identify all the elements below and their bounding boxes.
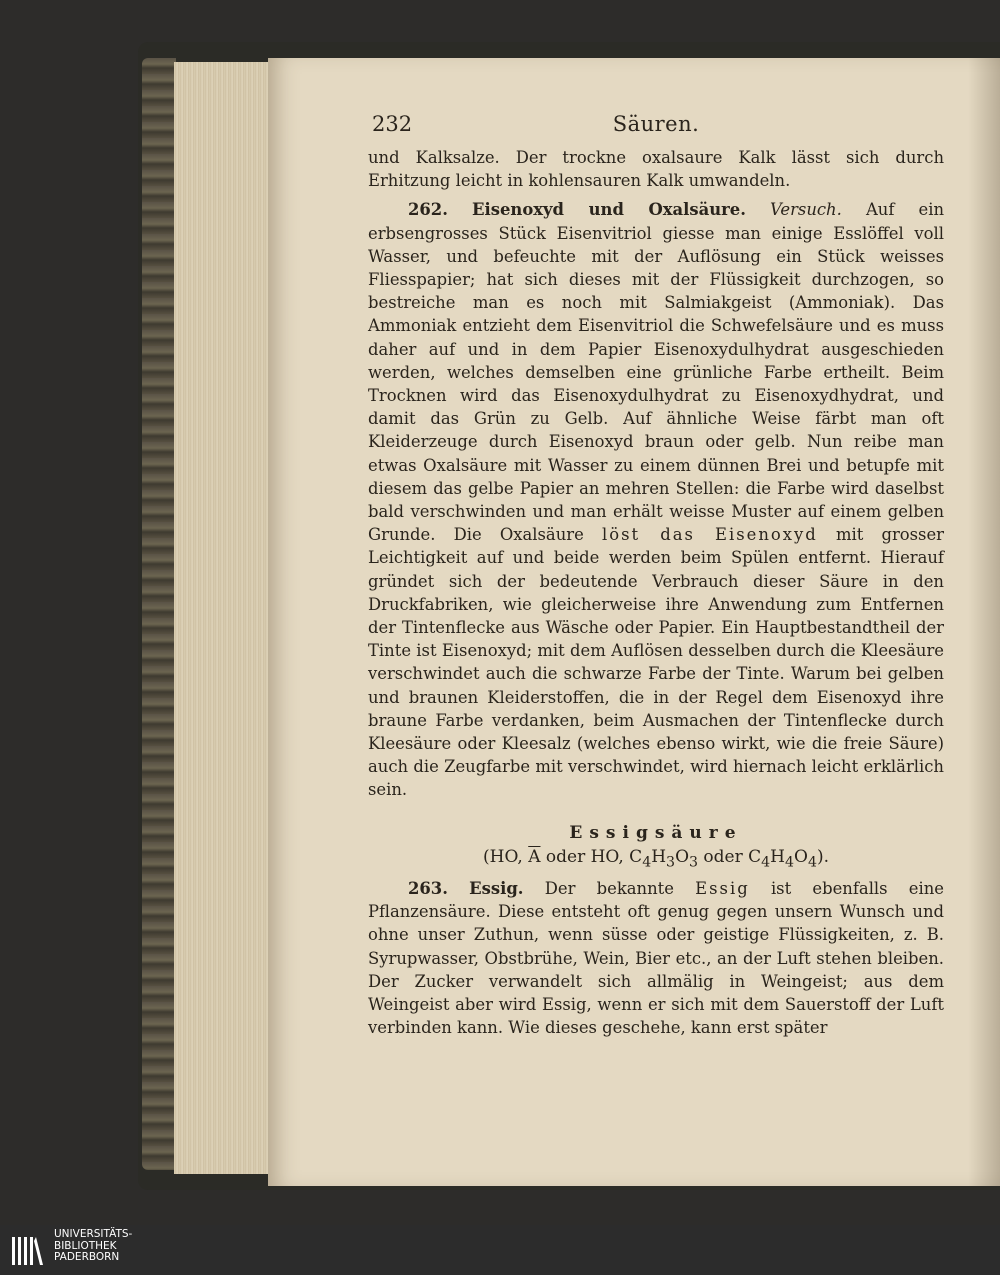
library-name-line: BIBLIOTHEK bbox=[54, 1239, 117, 1252]
section-text-continued: ist ebenfalls eine Pflanzensäure. Diese entsteht oft genug gegen unsern Wunsch und ohne unser Zuthun, wenn süsse oder geistige Flüssigkeiten, z. B. Syrupwasser, Obstbrühe, Wein, Bier etc., an der Luft stehen bleiben. Der Zucker verwandelt sich allmälig in Weingeist; aus dem Weingeist aber wird Essig, wenn er sich mit dem Sauerstoff der Luft verbinden kann. Wie dieses geschehe, kann erst später bbox=[368, 879, 945, 1038]
formula-acid-symbol: $\overline{A}$ bbox=[528, 846, 541, 867]
page-header bbox=[368, 112, 944, 146]
section-title: Eisenoxyd und Oxalsäure. bbox=[472, 200, 746, 220]
library-name-line: UNIVERSITÄTS- bbox=[54, 1228, 133, 1240]
running-title: Säuren. bbox=[612, 112, 700, 136]
formula-subscript: 4 bbox=[642, 854, 652, 871]
section-number: 263. bbox=[408, 879, 448, 899]
experiment-label: Versuch. bbox=[770, 200, 842, 220]
paragraph-continuation: und Kalksalze. Der trockne oxalsaure Kalk lässt sich durch Erhitzung leicht in kohlensauren Kalk umwandeln. bbox=[368, 148, 944, 191]
section-262 bbox=[368, 198, 944, 801]
formula-part: O bbox=[794, 846, 808, 867]
emphasis-text: Essig bbox=[695, 879, 750, 899]
section-title: Essig. bbox=[469, 879, 524, 899]
formula-part: H bbox=[651, 846, 667, 867]
formula-subscript: 4 bbox=[784, 854, 794, 871]
formula-subscript: 3 bbox=[666, 854, 676, 871]
section-text: Auf ein erbsengrosses Stück Eisenvitriol giesse man einige Esslöffel voll Wasser, und befeuchte mit der Auflösung ein Stück weisses Fliesspapier; hat sich dieses mit der Flüssigkeit durchzogen, so bestreiche man es noch mit Salmiakgeist (Ammoniak). Das Ammoniak entzieht dem Eisenvitriol die Schwefelsäure und es muss daher auf und in dem Papier Eisenoxydulhydrat ausgeschieden werden, welches demselben eine grünliche Farbe ertheilt. Beim Trocknen wird das Eisenoxydulhydrat zu Eisenoxydhydrat, und damit das Grün zu Gelb. Auf ähnliche Weise färbt man oft Kleiderzeuge durch Eisenoxyd braun oder gelb. Nun reibe man etwas Oxalsäure mit Wasser zu einem dünnen Brei und betupfe mit diesem das gelbe Papier an mehren Stellen: die Farbe wird daselbst bald verschwinden und man erhält weisse Muster auf einem gelben Grunde. Die Oxalsäure bbox=[368, 200, 944, 545]
emphasis-text: löst das Eisenoxyd bbox=[601, 525, 818, 545]
footer-bar bbox=[0, 1225, 1000, 1275]
book-spine bbox=[142, 58, 176, 1170]
section-text-continued: mit grosser Leichtigkeit auf und beide werden beim Spülen entfernt. Hierauf gründet sich der bedeutende Verbrauch dieser Säure in den Druckfabriken, wie gleicherweise ihre Anwendung zum Entfernen der Tintenflecke aus Wäsche oder Papier. Ein Hauptbestandtheil der Tinte ist Eisenoxyd; mit dem Auflösen desselben durch die Kleesäure verschwindet auch die schwarze Farbe der Tinte. Warum bei gelben und braunen Kleiderstoffen, die in der Regel dem Eisenoxyd ihre braune Farbe verdanken, beim Ausmachen der Tintenflecke durch Kleesäure oder Kleesalz (welches ebenso wirkt, wie die freie Säure) auch die Zeugfarbe mit verschwindet, wird hiernach leicht erklärlich sein. bbox=[368, 525, 945, 800]
section-263 bbox=[368, 877, 944, 1039]
formula-subscript: 4 bbox=[761, 854, 771, 871]
formula-part: oder HO, C bbox=[540, 846, 643, 867]
section-heading-essigsaeure: Essigsäure bbox=[569, 822, 743, 843]
library-name-line: PADERBORN bbox=[54, 1251, 120, 1263]
library-logo-icon bbox=[10, 1233, 46, 1269]
library-name bbox=[54, 1229, 132, 1264]
formula-part: O bbox=[675, 846, 689, 867]
formula-part: H bbox=[770, 846, 785, 867]
section-text: Der bekannte bbox=[544, 879, 674, 899]
chemical-formula bbox=[368, 844, 944, 875]
formula-subscript: 3 bbox=[689, 854, 699, 871]
formula-subscript: 4 bbox=[807, 854, 817, 871]
page-edges bbox=[174, 62, 274, 1174]
formula-close: ). bbox=[816, 846, 829, 867]
formula-open: (HO, bbox=[483, 846, 529, 867]
page-content bbox=[368, 112, 944, 1040]
body-text bbox=[368, 146, 944, 1040]
page-number: 232 bbox=[372, 112, 413, 136]
formula-part: oder C bbox=[698, 846, 762, 867]
page-gutter-shadow bbox=[968, 58, 1000, 1186]
section-number: 262. bbox=[408, 200, 448, 220]
